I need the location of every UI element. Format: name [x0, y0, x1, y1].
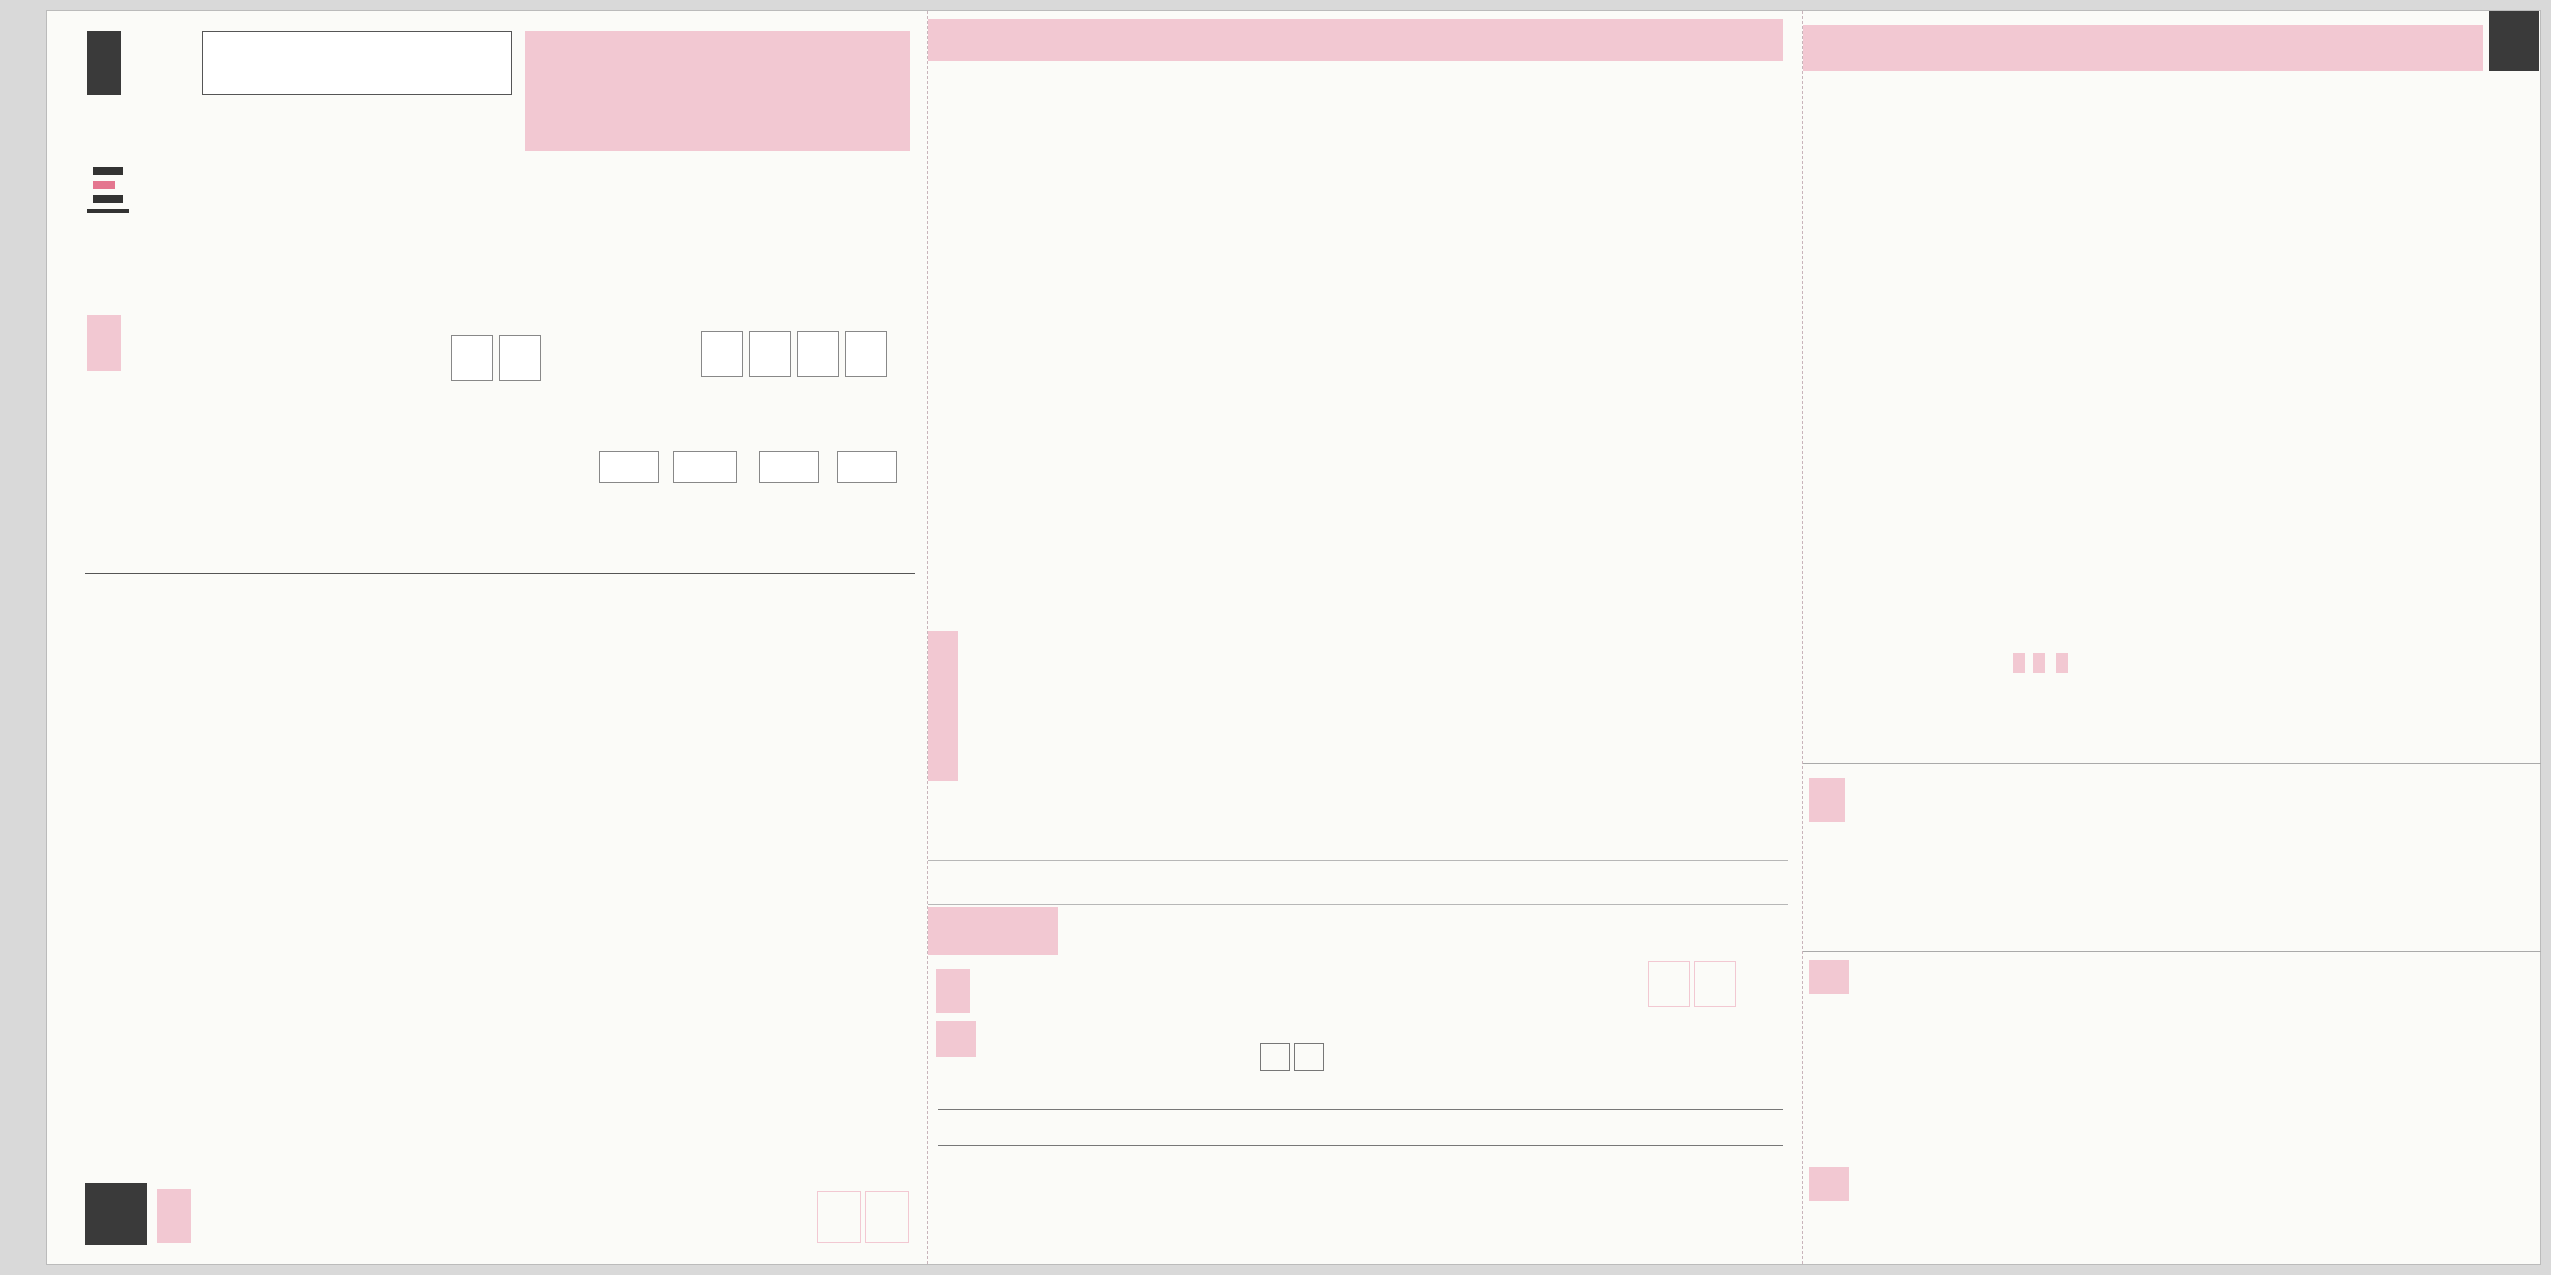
section-7-no[interactable]: [865, 1191, 909, 1243]
section-12-number: [1809, 778, 1845, 822]
tipo-extra-box[interactable]: [759, 451, 819, 483]
incident-line[interactable]: [938, 1109, 1783, 1110]
corner-mark: [85, 1183, 147, 1245]
no-registrados-row: [928, 819, 1788, 861]
column-middle: [927, 11, 1787, 1264]
section-9-si[interactable]: [1648, 961, 1690, 1007]
section-10-no[interactable]: [1294, 1043, 1324, 1071]
section-9-number: [936, 969, 970, 1013]
section-9-no[interactable]: [1694, 961, 1736, 1007]
distrito-field[interactable]: [451, 335, 547, 386]
section-13: [1803, 951, 2541, 1161]
legend-key: [2033, 653, 2045, 673]
section-14-number: [1809, 1167, 1849, 1201]
section-7-si[interactable]: [817, 1191, 861, 1243]
tipo-contigua-box[interactable]: [673, 451, 737, 483]
section-10-si[interactable]: [1260, 1043, 1290, 1071]
section-12: [1803, 763, 2541, 923]
column-right: [1802, 11, 2542, 1264]
legend-key: [2013, 653, 2025, 673]
address-line[interactable]: [85, 573, 915, 574]
acta-title-block: [525, 31, 910, 151]
protest-logo-grid: [1809, 838, 2539, 924]
tipo-basica-box[interactable]: [599, 451, 659, 483]
section-1-number: [87, 315, 121, 371]
seccion-digit[interactable]: [797, 331, 839, 377]
signature-legend: [2013, 655, 2068, 671]
tipo-extra-contigua-box[interactable]: [837, 451, 897, 483]
corner-mark: [87, 31, 121, 95]
nulos-row: [928, 863, 1788, 905]
total-label-cell: [928, 907, 1058, 955]
institute-logo: [85, 161, 135, 241]
incident-line[interactable]: [938, 1145, 1783, 1146]
section-10-number: [936, 1021, 976, 1057]
section-8-header: [928, 19, 1783, 61]
distrito-digit[interactable]: [499, 335, 541, 381]
corner-mark: [2489, 11, 2539, 71]
legend-key: [2056, 653, 2068, 673]
acta-sheet: [46, 10, 2541, 1265]
total-label: [928, 907, 1038, 913]
coalition-bar: [928, 631, 958, 781]
section-14: [1803, 1161, 2541, 1261]
folio-number: [202, 31, 512, 95]
seccion-digit[interactable]: [701, 331, 743, 377]
column-left: [47, 11, 917, 1264]
seccion-field[interactable]: [701, 331, 893, 382]
seccion-digit[interactable]: [845, 331, 887, 377]
section-13-number: [1809, 960, 1849, 994]
section-11-header: [1803, 25, 2483, 71]
distrito-digit[interactable]: [451, 335, 493, 381]
section-7-number: [157, 1189, 191, 1243]
seccion-digit[interactable]: [749, 331, 791, 377]
